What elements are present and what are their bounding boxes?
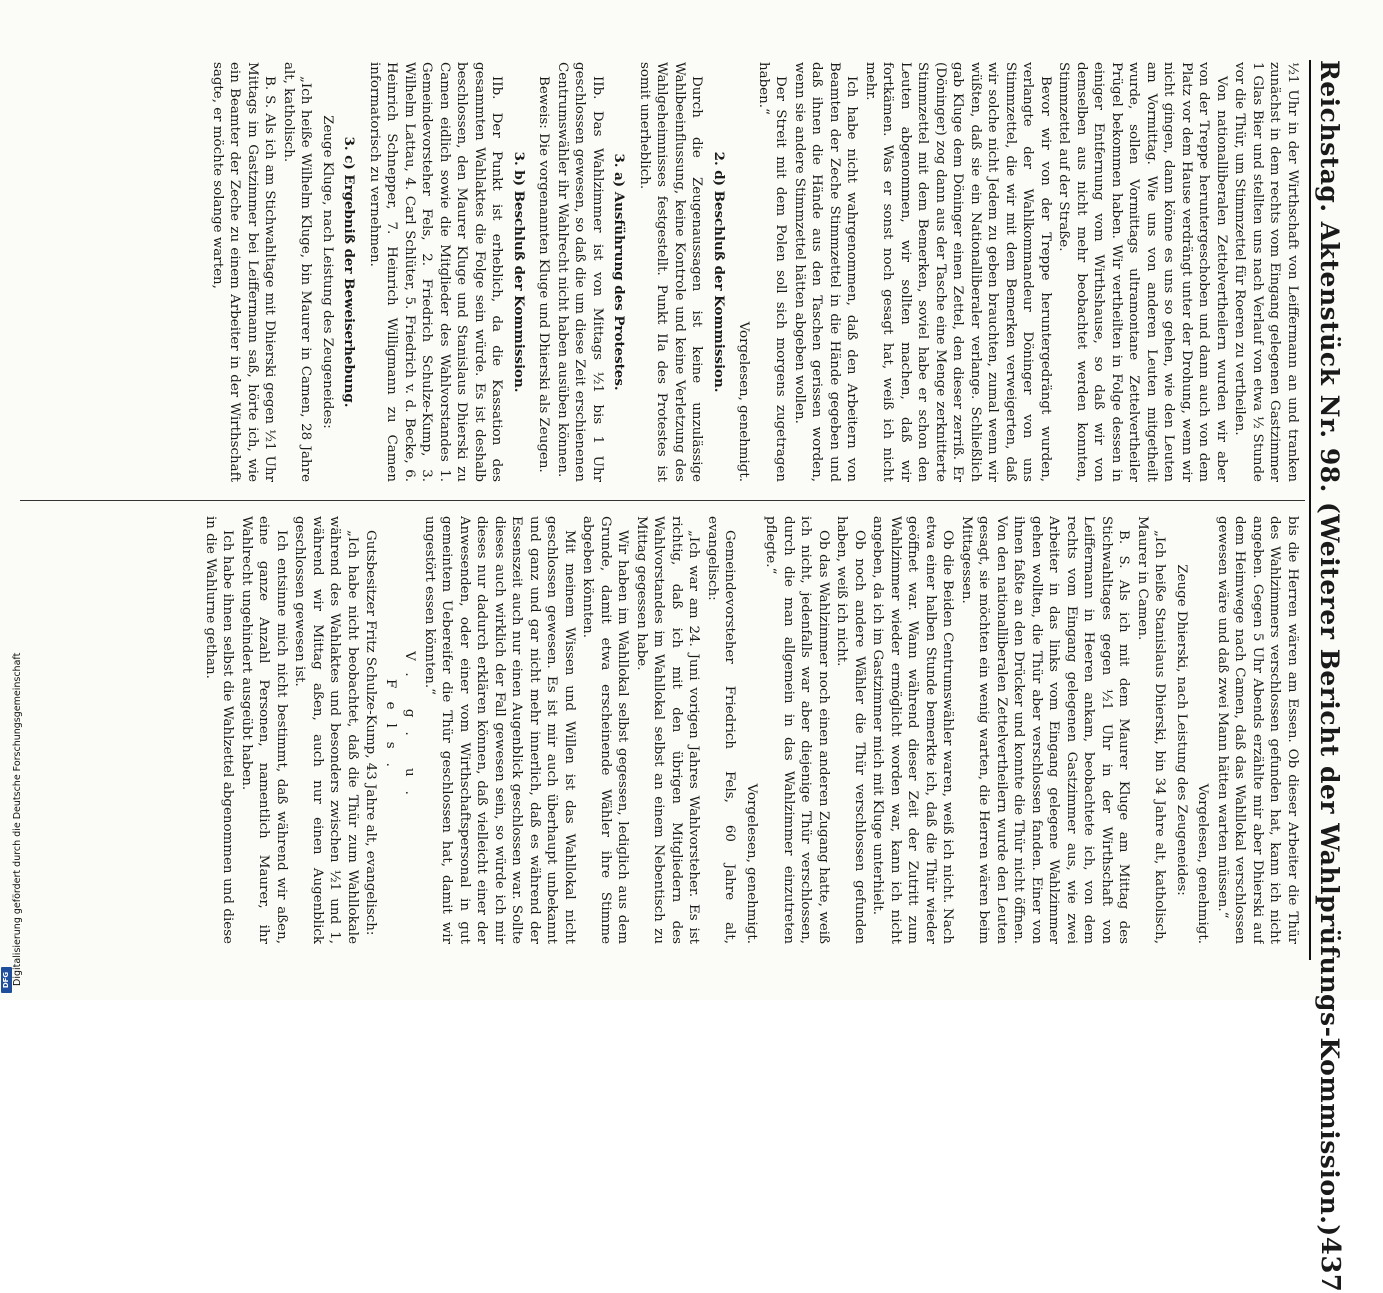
running-title: Reichstag. Aktenstück Nr. 98. (Weiterer Bericht der Wahlprüfungs-Kommission.) xyxy=(1315,60,1344,1237)
paragraph: „Ich war am 24. Juni vorigen Jahres Wahlvorsteher. Es ist richtig, daß ich mit den übrigen Mitgliedern des Wahlvorstandes im Wahllokal selbst an einem Nebentisch zu Mittag gegessen habe. xyxy=(634,516,702,944)
paragraph: B. S. Als ich am Stichwahltage mit Dhierski gegen ½1 Uhr Mittags im Gastzimmer bei Leiffermann saß, hörte ich, wie ein Beamter der Zeche zu einem Arbeiter in der Wirthschaft sagte, er möchte solange warten, xyxy=(210,62,278,482)
section-heading: 2. d) Beschluß der Kommission. xyxy=(711,151,727,393)
read-approved-note: Vorgelesen, genehmigt. xyxy=(1195,783,1211,944)
paragraph: „Ich habe nicht beobachtet, daß die Thür zum Wahllokale während des Wahlaktes und besonders zwischen ½1 und 1, während wir Mittag aßen, auch nur einen Augenblick geschlossen gewesen ist. xyxy=(292,516,360,944)
witness-intro: Zeuge Dhierski, nach Leistung des Zeugeneides: xyxy=(1174,564,1189,896)
dfg-logo xyxy=(1,967,12,993)
paragraph: Gemeindevorsteher Friedrich Fels, 60 Jahre alt, evangelisch: xyxy=(705,516,738,944)
dfg-logo-text: DFG xyxy=(2,971,11,989)
digitization-footer xyxy=(0,0,23,1000)
signature-abbrev: V. g. u. xyxy=(402,651,418,809)
section-heading: 3. a) Ausführung des Protestes. xyxy=(611,153,628,391)
witness-intro: Zeuge Kluge, nach Leistung des Zeugeneides: xyxy=(320,115,335,429)
paragraph: Der Streit mit dem Polen soll sich morgens zugetragen haben.“ xyxy=(756,62,789,482)
paragraph: Ich habe ihnen selbst die Wahlzettel abgenommen und diese in die Wahlurne gethan. xyxy=(203,516,236,944)
paragraph: Wir haben im Wahllokal selbst gegessen, lediglich aus dem Grunde, damit etwa erscheinende Wähler ihre Stimme abgeben könnten. xyxy=(580,516,631,944)
left-column xyxy=(30,62,1301,482)
paragraph: ½1 Uhr in der Wirthschaft von Leiffermann an und tranken zunächst in dem rechts vom Eingang gelegenen Gastzimmer 1 Glas Bier und stellten uns nach Verlauf von etwa ½ Stunde vor die Thür, um Stimmzettel für Roeren zu vertheilen. xyxy=(1232,62,1300,482)
paragraph: „Ich heiße Wilhelm Kluge, bin Maurer in Camen, 28 Jahre alt, katholisch. xyxy=(281,62,314,482)
paragraph: „Ich heiße Stanislaus Dhierski, bin 34 Jahre alt, katholisch, Maurer in Camen. xyxy=(1135,516,1168,944)
paragraph: Mit meinem Wissen und Willen ist das Wahllokal nicht geschlossen gewesen. Es ist mir auch überhaupt unbekannt und ganz und gar nicht mehr innerlich, daß es während der Essenszeit auch nur einen Augenblick geschlossen war. Sollte dieses auch wirklich der Fall gewesen sein, so würde ich mir dieses nur dadurch erklären können, daß vielleicht einer der Anwesenden, oder einer vom Wirthschaftspersonal in gut gemeintem Uebereifer die Thür geschlossen hat, damit wir ungestört essen könnten.“ xyxy=(422,516,577,944)
paragraph: Durch die Zeugenaussagen ist keine unzulässige Wahlbeeinflussung, keine Kontrole und keine Verletzung des Wahlgeheimnisses festgestellt. Punkt IIa des Protestes ist somit unerheblich. xyxy=(637,62,705,482)
funding-credit: Digitalisierung gefördert durch die Deutsche Forschungsgemeinschaft xyxy=(12,652,23,986)
paragraph: IIb. Der Punkt ist erheblich, da die Kassation des gesammten Wahlaktes die Folge sein würde. Es ist deshalb beschlossen, den Maurer Kluge und Stanislaus Dhierski zu Camen eidlich sowie die Mitglieder des Wahlvorstandes 1. Gemeindevorsteher Fels, 2. Friedrich Schulze-Kump, 3. Wilhelm Lattau, 4. Carl Schlüter, 5. Friedrich v. d. Becke, 6. Heinrich Schnepper, 7. Heinrich Willigmann zu Camen informatorisch zu vernehmen. xyxy=(367,62,505,482)
paragraph: B. S. Als ich mit dem Maurer Kluge am Mittag des Stichwahltages gegen ½1 Uhr in der Wirthschaft von Leiffermann in Heeren ankam, beobachtete ich, von dem rechts vom Eingang gelegenen Gastzimmer aus, wie zwei Arbeiter in das links vom Eingang gelegene Wahlzimmer gehen wollten, die Thür aber verschlossen fanden. Einer von ihnen faßte an den Drücker und konnte die Thür nicht öffnen. Von den nationalliberalen Zettelvertheilern wurde den Leuten gesagt, sie möchten ein wenig warten, die Herren wären beim Mittagessen. xyxy=(959,516,1132,944)
page-number: 437 xyxy=(1315,1236,1345,1293)
paragraph: Ob die Beiden Centrumswähler waren, weiß ich nicht. Nach etwa einer halben Stunde bemerkte ich, daß die Thür wieder geöffnet war. Wann während dieser Zeit der Zutritt zum Wahlzimmer wieder ermöglicht worden war, kann ich nicht angeben, da ich im Gastzimmer mich mit Kluge unterhielt. xyxy=(870,516,956,944)
paragraph: Ich habe nicht wahrgenommen, daß den Arbeitern von Beamten der Zeche Stimmzettel in die Hände gegeben und daß ihnen die Hände aus den Taschen gerissen worden, wenn sie andere Stimmzettel hätten abgeben wollen. xyxy=(792,62,860,482)
paragraph: Gutsbesitzer Fritz Schulze-Kump, 43 Jahre alt, evangelisch: xyxy=(363,530,379,936)
paragraph: Ob das Wahlzimmer noch einen anderen Zugang hatte, weiß ich nicht, jedenfalls war aber diejenige Thür verschlossen, durch die man allgemein in das Wahlzimmer einzutreten pflegte.“ xyxy=(763,516,831,944)
column-divider xyxy=(20,500,1305,501)
paragraph: Beweis: Die vorgenannten Kluge und Dhierski als Zeugen. xyxy=(536,76,552,473)
section-heading: 3. b) Beschluß der Kommission. xyxy=(511,151,527,393)
right-column xyxy=(30,516,1301,944)
paragraph: IIb. Das Wahlzimmer ist von Mittags ½1 bis 1 Uhr geschlossen gewesen, so daß die um diese Zeit erschienenen Centrumswähler ihr Wahlrecht nicht haben ausüben können. xyxy=(555,62,605,482)
header-rule xyxy=(1309,60,1311,960)
paragraph: Bevor wir von der Treppe heruntergedrängt wurden, verlangte der Wahlkommandeur Döninger von uns Stimmzettel, die wir mit dem Bemerken verweigerten, daß wir solche nicht Jedem zu geben brauchten, zumal wenn wir wüßten, daß sie ein Nationalliberaler verlange. Schließlich gab Kluge dem Döninger einen Zettel, den dieser zerriß. Er (Döninger) zog dann aus der Tasche eine Menge zerknitterte Stimmzettel mit dem Bemerken, soviel habe er schon den Leuten abgenommen, wir sollten machen, daß wir fortkämen. Was er sonst noch gesagt hat, weiß ich nicht mehr. xyxy=(863,62,1053,482)
paragraph: Ich entsinne mich nicht bestimmt, daß während wir aßen, eine ganze Anzahl Personen, namentlich Maurer, ihr Wahlrecht ungehindert ausgeübt haben. xyxy=(239,516,289,944)
paragraph: Ob noch andere Wähler die Thür verschlossen gefunden haben, weiß ich nicht. xyxy=(834,516,867,944)
signature-name: Fels. xyxy=(383,679,398,781)
section-heading: 3. c) Ergebniß der Beweiserhebung. xyxy=(341,136,358,408)
paragraph: Von nationalliberalen Zettelvertheilern wurden wir aber von der Treppe heruntergeschoben und dann auch von dem Platz vor dem Hause verdrängt unter der Drohung, wenn wir nicht gingen, dann könne es uns so gehen, wie den Leuten am Vormittag. Wie uns von anderen Leuten mitgetheilt wurde, sollen Vormittags ultramontane Zettelvertheiler Prügel bekommen haben. Wir vertheilten in Folge dessen in einiger Entfernung vom Wirthshause, so daß wir von demselben aus nicht mehr beobachtet werden konnten, Stimmzettel auf der Straße. xyxy=(1056,62,1229,482)
read-approved-note: Vorgelesen, genehmigt. xyxy=(736,321,752,482)
paragraph: bis die Herren wären am Essen. Ob dieser Arbeiter die Thür des Wahlzimmers verschlossen gefunden hat, kann ich nicht angeben. Gegen 5 Uhr Abends erzählte mir aber Dhierski auf dem Heimwege nach Camen, daß das Wahllokal verschlossen gewesen wäre und daß zwei Mann hätten warten müssen.“ xyxy=(1215,516,1300,944)
running-head xyxy=(1315,60,1359,1293)
read-approved-note: Vorgelesen, genehmigt. xyxy=(744,783,759,944)
